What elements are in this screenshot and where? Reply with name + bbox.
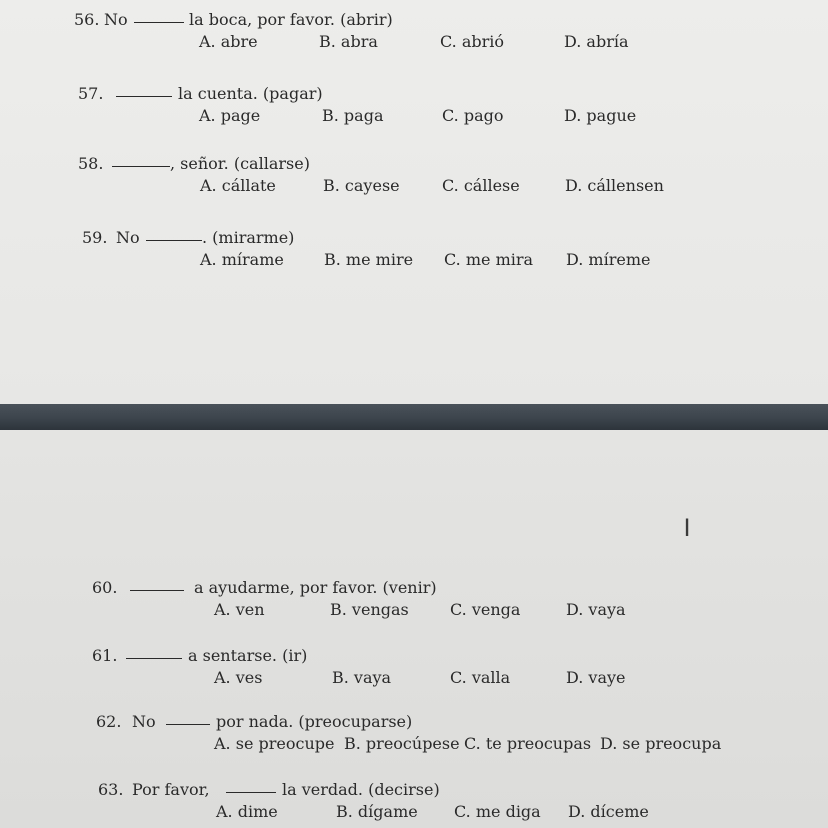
option-a: A. ven bbox=[214, 600, 265, 619]
option-b: B. vaya bbox=[332, 668, 392, 687]
question-stem-after: la verdad. (decirse) bbox=[282, 780, 440, 799]
option-d: D. cállensen bbox=[565, 176, 664, 195]
answer-blank bbox=[130, 578, 184, 591]
question-number: 56. bbox=[74, 10, 100, 29]
option-d: D. vaya bbox=[566, 600, 626, 619]
option-d: D. vaye bbox=[566, 668, 626, 687]
option-d: D. pague bbox=[564, 106, 637, 125]
question-stem-after: por nada. (preocuparse) bbox=[216, 712, 413, 731]
option-c: C. venga bbox=[450, 600, 521, 619]
question-number: 57. bbox=[78, 84, 104, 103]
question-number: 61. bbox=[92, 646, 118, 665]
question-56 bbox=[74, 10, 714, 54]
page-divider-bar bbox=[0, 404, 828, 430]
question-number: 59. bbox=[82, 228, 108, 247]
option-c: C. abrió bbox=[440, 32, 505, 51]
option-b: B. me mire bbox=[324, 250, 414, 269]
option-b: B. dígame bbox=[336, 802, 418, 821]
option-c: C. me mira bbox=[444, 250, 534, 269]
question-stem-after: a sentarse. (ir) bbox=[188, 646, 308, 665]
answer-blank bbox=[126, 646, 182, 659]
question-63 bbox=[98, 780, 738, 824]
option-c: C. pago bbox=[442, 106, 504, 125]
question-number: 63. bbox=[98, 780, 124, 799]
option-b: B. vengas bbox=[330, 600, 409, 619]
question-stem-after: . (mirarme) bbox=[202, 228, 295, 247]
answer-blank bbox=[226, 780, 276, 793]
option-d: D. díceme bbox=[568, 802, 649, 821]
answer-blank bbox=[146, 228, 202, 241]
worksheet-page-top bbox=[0, 0, 828, 404]
option-b: B. preocúpese bbox=[344, 734, 460, 753]
question-stem-before: No bbox=[116, 228, 140, 247]
option-a: A. dime bbox=[216, 802, 278, 821]
option-a: A. page bbox=[199, 106, 261, 125]
question-stem-after: a ayudarme, por favor. (venir) bbox=[194, 578, 437, 597]
i-beam-cursor-icon: I bbox=[683, 514, 691, 542]
option-a: A. se preocupe bbox=[214, 734, 335, 753]
option-c: C. me diga bbox=[454, 802, 541, 821]
option-d: D. se preocupa bbox=[600, 734, 722, 753]
question-62 bbox=[96, 712, 756, 756]
option-b: B. abra bbox=[319, 32, 378, 51]
question-stem-before: Por favor, bbox=[132, 780, 210, 799]
worksheet-page-bottom bbox=[0, 430, 828, 828]
question-61 bbox=[92, 646, 732, 690]
option-c: C. valla bbox=[450, 668, 511, 687]
question-number: 60. bbox=[92, 578, 118, 597]
answer-blank bbox=[116, 84, 172, 97]
answer-blank bbox=[112, 154, 170, 167]
option-a: A. cállate bbox=[200, 176, 276, 195]
option-d: D. abría bbox=[564, 32, 629, 51]
option-c: C. cállese bbox=[442, 176, 520, 195]
question-stem-after: , señor. (callarse) bbox=[170, 154, 310, 173]
option-a: A. mírame bbox=[200, 250, 284, 269]
question-number: 58. bbox=[78, 154, 104, 173]
question-59 bbox=[82, 228, 722, 272]
option-a: A. ves bbox=[214, 668, 263, 687]
question-stem-after: la cuenta. (pagar) bbox=[178, 84, 323, 103]
question-stem-before: No bbox=[104, 10, 128, 29]
question-stem-after: la boca, por favor. (abrir) bbox=[189, 10, 393, 29]
question-57 bbox=[78, 84, 718, 128]
answer-blank bbox=[166, 712, 210, 725]
option-a: A. abre bbox=[199, 32, 258, 51]
option-d: D. míreme bbox=[566, 250, 651, 269]
answer-blank bbox=[134, 10, 184, 23]
question-60 bbox=[92, 578, 732, 622]
option-b: B. cayese bbox=[323, 176, 400, 195]
question-stem-before: No bbox=[132, 712, 156, 731]
question-58 bbox=[78, 154, 718, 198]
option-b: B. paga bbox=[322, 106, 384, 125]
question-number: 62. bbox=[96, 712, 122, 731]
option-c: C. te preocupas bbox=[464, 734, 592, 753]
